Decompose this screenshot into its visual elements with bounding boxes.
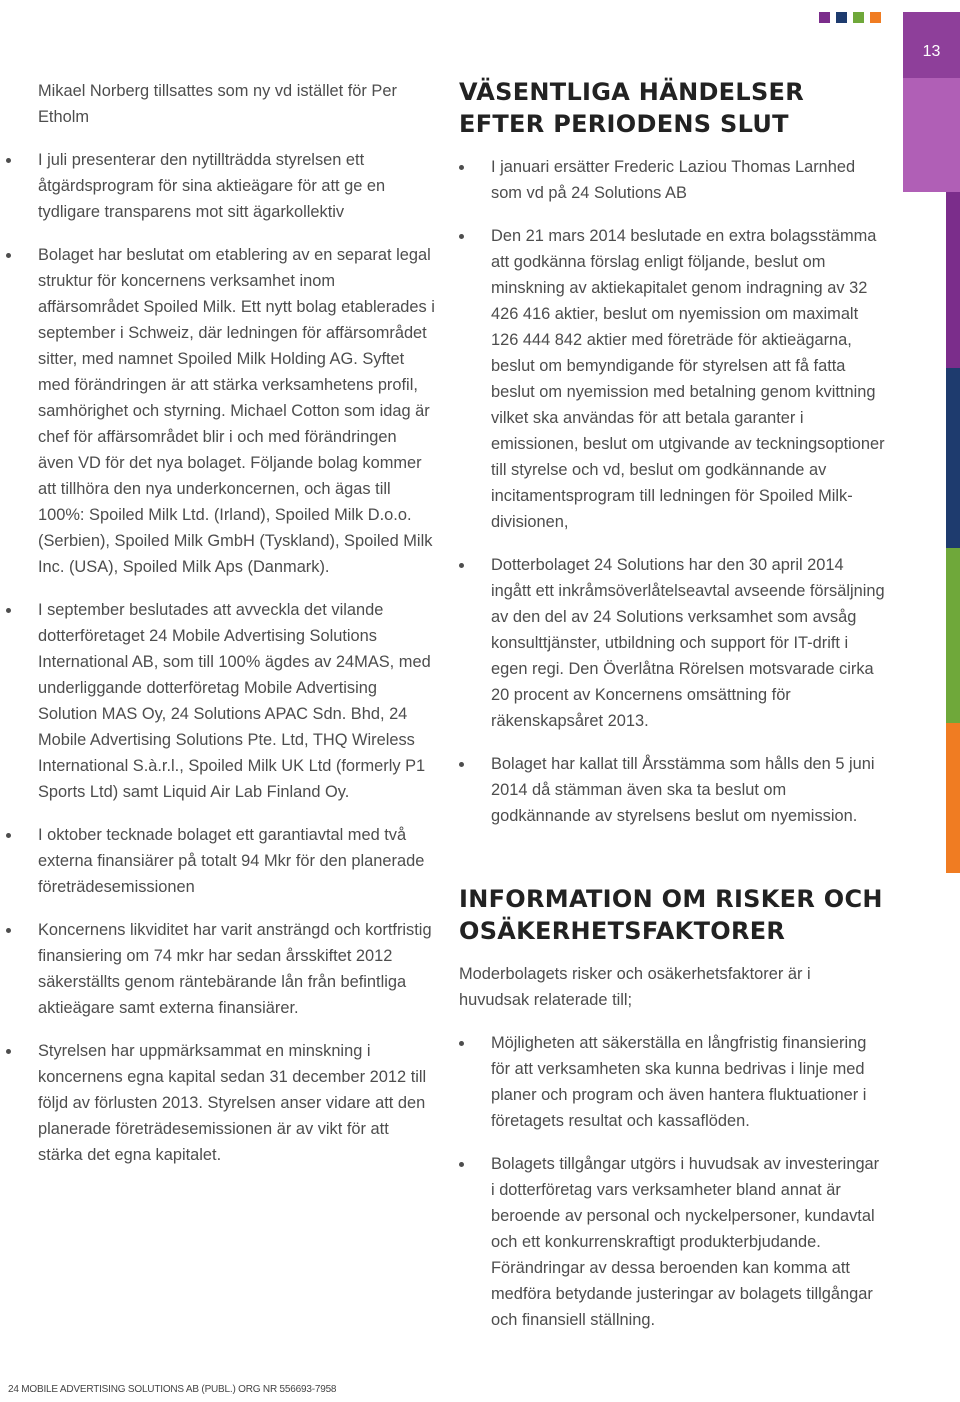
bullet-icon <box>459 762 464 767</box>
list-item: Bolagets tillgångar utgörs i huvudsak av investeringar i dotterföretag vars verksamheter bland annat är beroende av personal och nyckelpersoner, kundavtal och ett konkurrenskraftigt produkterbjudande. Förändringar av dessa beroenden kan komma att medföra betydande justeringar av bolagets tillgångar och finansiell ställning. <box>459 1151 885 1333</box>
bullet-icon <box>6 158 11 163</box>
bullet-icon <box>6 1049 11 1054</box>
list-item: Möjligheten att säkerställa en långfristig finansiering för att verksamheten ska kunna bedrivas i linje med planer och program och även hantera fluktuationer i företagets resultat och kassaflöden. <box>459 1030 885 1134</box>
list-item: I juli presenterar den nytillträdda styrelsen ett åtgärdsprogram för sina aktieägare för att ge en tydligare transparens mot sitt ägarkollektiv <box>6 147 436 225</box>
list-item: I oktober tecknade bolaget ett garantiavtal med två externa finansiärer på totalt 94 Mkr för den planerade företrädesemissionen <box>6 822 436 900</box>
bullet-icon <box>6 608 11 613</box>
green-square <box>853 12 864 23</box>
section-heading-events: VÄSENTLIGA HÄNDELSER EFTER PERIODENS SLUT <box>459 78 805 138</box>
risks-intro: Moderbolagets risker och osäkerhetsfaktorer är i huvudsak relaterade till; <box>459 965 811 1009</box>
risks-bullet-list <box>459 1030 885 1333</box>
list-item: I september beslutades att avveckla det vilande dotterföretaget 24 Mobile Advertising Solutions International AB, som till 100% ägdes av 24MAS, med underliggande dotterföretag Mobile Advertising Solution MAS Oy, 24 Solutions APAC Sdn. Bhd, 24 Mobile Advertising Solutions Pte. Ltd, THQ Wireless International S.à.r.l., Spoiled Milk UK Ltd (formerly P1 Sports Ltd) samt Liquid Air Lab Finland Oy. <box>6 597 436 805</box>
page-number: 13 <box>903 12 960 78</box>
list-item: Den 21 mars 2014 beslutade en extra bolagsstämma att godkänna förslag enligt följande, beslut om minskning av aktiekapitalet genom indragning av 32 426 416 aktier, beslut om nyemission om maximalt 126 444 842 aktier med företräde för aktieägarna, beslut om bemyndigande för styrelsen att få fatta beslut om nyemission med betalning genom kvittning vilket ska användas för att betala garanter i emissionen, beslut om utgivande av teckningsoptioner till styrelse och vd, beslut om godkännande av incitamentsprogram till ledningen för Spoiled Milk-divisionen, <box>459 223 885 535</box>
accent-strip-green <box>946 548 960 723</box>
list-item: Dotterbolaget 24 Solutions har den 30 april 2014 ingått ett inkråmsöverlåtelseavtal avseende försäljning av den del av 24 Solutions verksamhet som avsåg konsulttjänster, utbildning och support för IT-drift i egen regi. Den Överlåtna Rörelsen motsvarade cirka 20 procent av Koncernens omsättning för räkenskapsåret 2013. <box>459 552 885 734</box>
section-heading-risks: INFORMATION OM RISKER OCH OSÄKERHETSFAKTORER <box>459 885 883 945</box>
events-bullet-list <box>459 154 885 829</box>
orange-square <box>870 12 881 23</box>
bullet-icon <box>6 253 11 258</box>
navy-square <box>836 12 847 23</box>
bullet-icon <box>6 833 11 838</box>
list-item: I januari ersätter Frederic Laziou Thomas Larnhed som vd på 24 Solutions AB <box>459 154 885 206</box>
left-column <box>6 78 436 1168</box>
page-footer: 24 MOBILE ADVERTISING SOLUTIONS AB (PUBL.) ORG NR 556693-7958 <box>8 1384 337 1395</box>
bullet-icon <box>6 928 11 933</box>
list-item: Koncernens likviditet har varit ansträngd och kortfristig finansiering om 74 mkr har sedan årsskiftet 2012 säkerställts genom räntebärande lån från befintliga aktieägare samt externa finansiärer. <box>6 917 436 1021</box>
accent-strip-navy <box>946 368 960 548</box>
intro-paragraph: Mikael Norberg tillsattes som ny vd istället för Per Etholm <box>38 82 397 126</box>
color-squares <box>819 12 881 23</box>
left-bullet-list <box>6 147 436 1168</box>
accent-strip-orange <box>946 723 960 873</box>
list-item: Styrelsen har uppmärksammat en minskning i koncernens egna kapital sedan 31 december 2012 till följd av förlusten 2013. Styrelsen anser vidare att den planerade företrädesemissionen är av vikt för att stärka det egna kapitalet. <box>6 1038 436 1168</box>
bullet-icon <box>459 1162 464 1167</box>
accent-strip-purple <box>946 192 960 368</box>
bullet-icon <box>459 165 464 170</box>
purple-square <box>819 12 830 23</box>
bullet-icon <box>459 563 464 568</box>
right-column <box>459 76 885 1333</box>
list-item: Bolaget har kallat till Årsstämma som hålls den 5 juni 2014 då stämman även ska ta beslut om godkännande av styrelsens beslut om nyemission. <box>459 751 885 829</box>
bullet-icon <box>459 1041 464 1046</box>
list-item: Bolaget har beslutat om etablering av en separat legal struktur för koncernens verksamhet inom affärsområdet Spoiled Milk. Ett nytt bolag etablerades i september i Schweiz, där ledningen för affärsområdet sitter, med namnet Spoiled Milk Holding AG. Syftet med förändringen är att stärka verksamhetens profil, samhörighet och styrning. Michael Cotton som idag är chef för affärsområdet blir i och med förändringen även VD för det nya bolaget. Följande bolag kommer att tillhöra den nya underkoncernen, och ägas till 100%: Spoiled Milk Ltd. (Irland), Spoiled Milk D.o.o. (Serbien), Spoiled Milk GmbH (Tyskland), Spoiled Milk Inc. (USA), Spoiled Milk Aps (Danmark). <box>6 242 436 580</box>
bullet-icon <box>459 234 464 239</box>
